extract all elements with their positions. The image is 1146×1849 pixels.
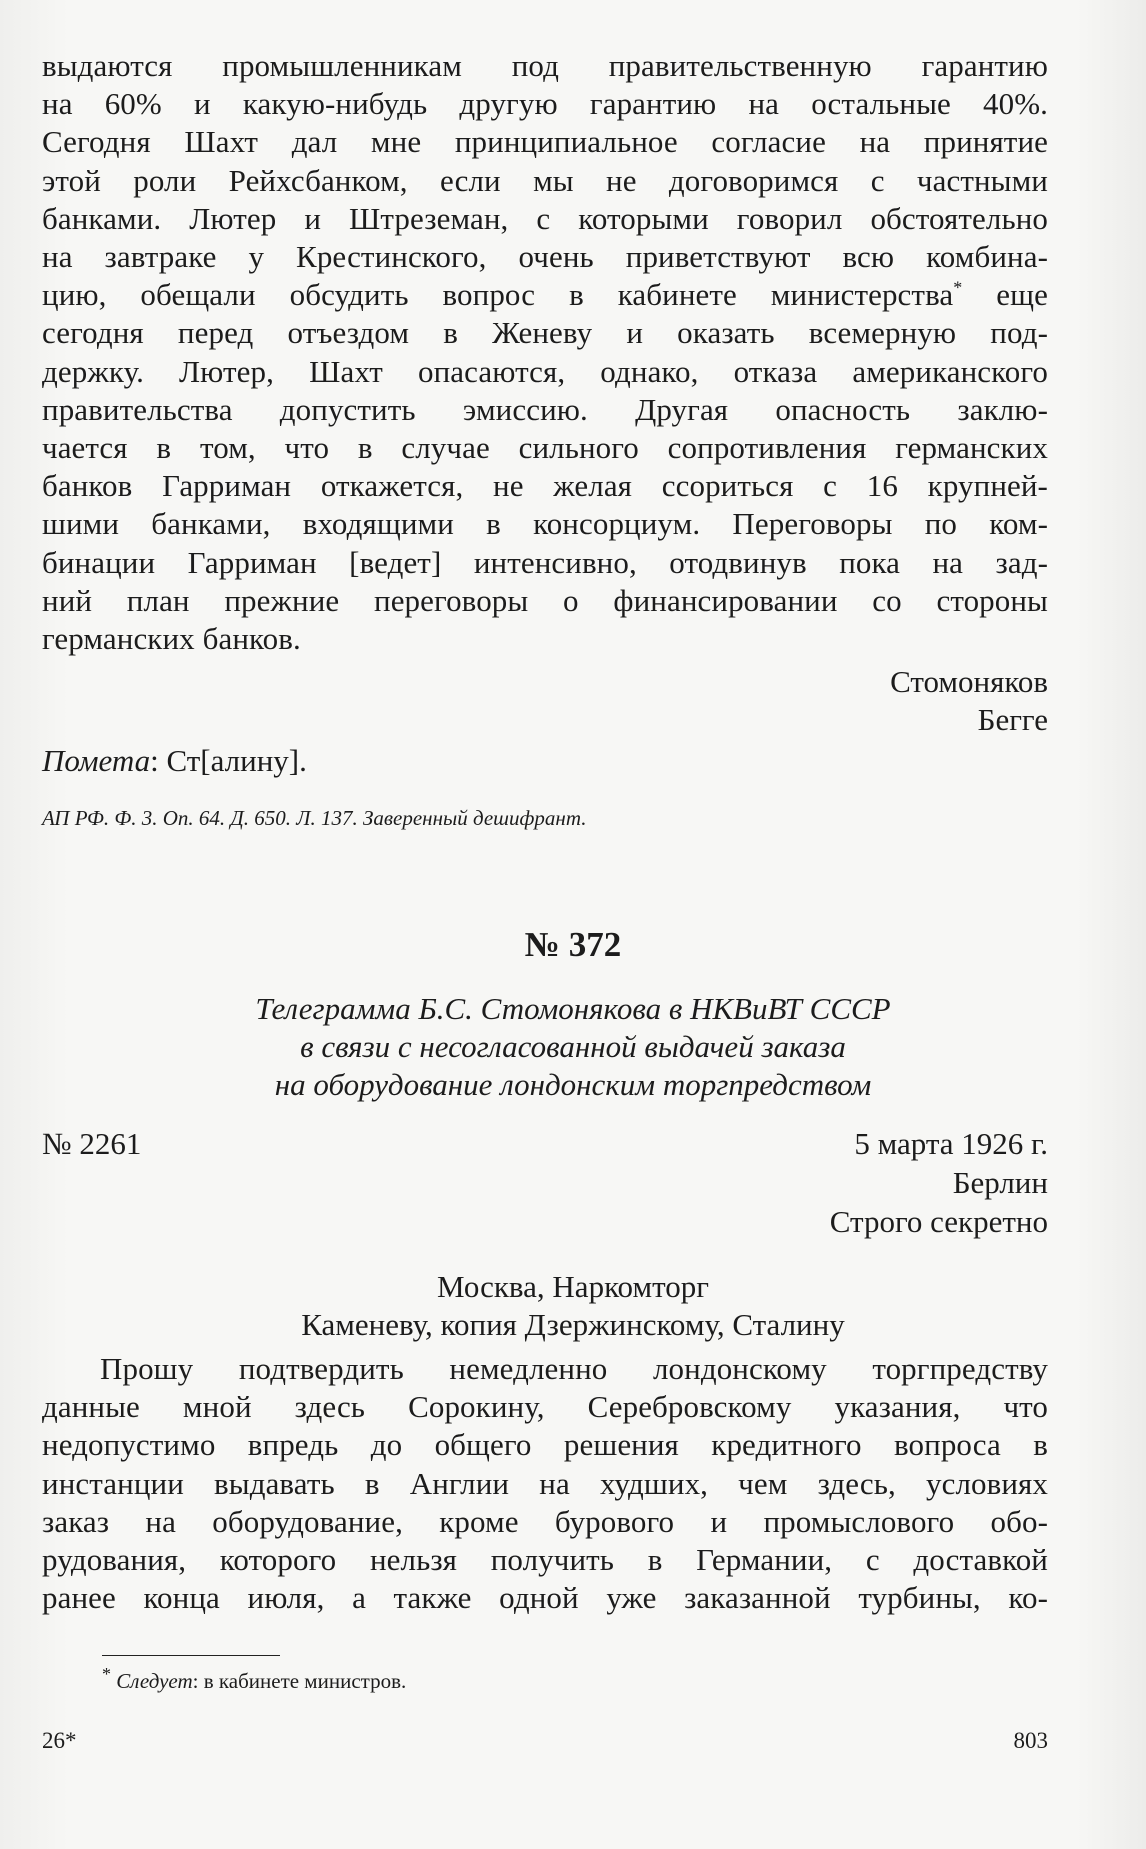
heading-line: в связи с несогласованной выдачей заказа: [300, 1029, 846, 1064]
body-paragraph-2: [42, 1350, 1048, 1617]
text-line: банками. Лютер и Штреземан, с которыми говорил обстоятельно: [42, 200, 1048, 236]
pometa-label: Помета: [42, 743, 151, 778]
text-line: на завтраке у Крестинского, очень приветствуют всю комбина-: [42, 239, 1048, 275]
footnote-text: : в кабинете министров.: [192, 1669, 407, 1693]
text-line: данные мной здесь Сорокину, Серебровскому указания, что: [42, 1389, 1048, 1425]
signature-mark: 26*: [42, 1728, 77, 1753]
addressee-line: Каменеву, копия Дзержинскому, Сталину: [301, 1307, 845, 1342]
footnote-marker: *: [953, 277, 963, 298]
text-line: бинации Гарриман [ведет] интенсивно, отодвинув пока на зад-: [42, 544, 1048, 580]
footnote: [102, 1664, 407, 1695]
text-line: недопустимо впредь до общего решения кредитного вопроса в: [42, 1427, 1048, 1463]
telegram-date: 5 марта 1926 г.: [854, 1126, 1048, 1161]
addressee-line: Москва, Наркомторг: [437, 1269, 709, 1304]
telegram-number: № 2261: [42, 1126, 142, 1161]
document-number: № 372: [524, 925, 622, 964]
text-line: этой роли Рейхсбанком, если мы не договоримся с частными: [42, 162, 1048, 198]
telegram-place: Берлин: [952, 1165, 1048, 1200]
text-line: инстанции выдавать в Англии на худших, чем здесь, условиях: [42, 1465, 1048, 1501]
text-line: рудования, которого нельзя получить в Германии, с доставкой: [42, 1542, 1048, 1578]
text-line: держку. Лютер, Шахт опасаются, однако, отказа американского: [42, 353, 1048, 389]
heading-line: на оборудование лондонским торгпредством: [274, 1067, 872, 1102]
body-paragraph-1: [42, 47, 1048, 658]
footnote-divider: [102, 1655, 280, 1656]
text-line: Сегодня Шахт дал мне принципиальное согласие на принятие: [42, 124, 1048, 160]
archival-source: АП РФ. Ф. 3. Оп. 64. Д. 650. Л. 137. Заверенный дешифрант.: [42, 806, 587, 830]
text-line: ранее конца июля, а также одной уже заказанной турбины, ко-: [42, 1580, 1048, 1616]
text-line-with-footnote: [42, 276, 1048, 314]
text-line: правительства допустить эмиссию. Другая опасность заклю-: [42, 391, 1048, 427]
document-heading: [0, 990, 1146, 1104]
text-line: заказ на оборудование, кроме бурового и промыслового обо-: [42, 1503, 1048, 1539]
footnote-label: Следует: [116, 1669, 193, 1693]
addressee-block: [0, 1268, 1146, 1344]
pometa-text: : Ст[алину].: [150, 743, 307, 778]
pometa-note: [42, 742, 307, 780]
signature-stomonyakov: Стомоняков: [890, 664, 1048, 699]
text-line-part: еще: [996, 277, 1048, 313]
text-line: чается в том, что в случае сильного сопротивления германских: [42, 430, 1048, 466]
heading-line: Телеграмма Б.С. Стомонякова в НКВиВТ СССР: [255, 991, 891, 1026]
text-line: на 60% и какую-нибудь другую гарантию на остальные 40%.: [42, 86, 1048, 122]
text-line: ний план прежние переговоры о финансировании со стороны: [42, 582, 1048, 618]
footnote-marker: *: [102, 1664, 111, 1684]
text-line: банков Гарриман откажется, не желая ссориться с 16 крупней-: [42, 468, 1048, 504]
text-line-part: цию, обещали обсудить вопрос в кабинете министерства: [42, 277, 954, 313]
signature-begge: Бегге: [977, 702, 1048, 737]
page-number: 803: [1013, 1728, 1048, 1753]
text-line: сегодня перед отъездом в Женеву и оказать всемерную под-: [42, 315, 1048, 351]
text-line: выдаются промышленникам под правительственную гарантию: [42, 48, 1048, 83]
text-line: шими банками, входящими в консорциум. Переговоры по ком-: [42, 506, 1048, 542]
classification-stamp: Строго секретно: [829, 1204, 1048, 1239]
text-line: германских банков.: [42, 621, 301, 657]
text-line: Прошу подтвердить немедленно лондонскому торгпредству: [100, 1351, 1048, 1386]
